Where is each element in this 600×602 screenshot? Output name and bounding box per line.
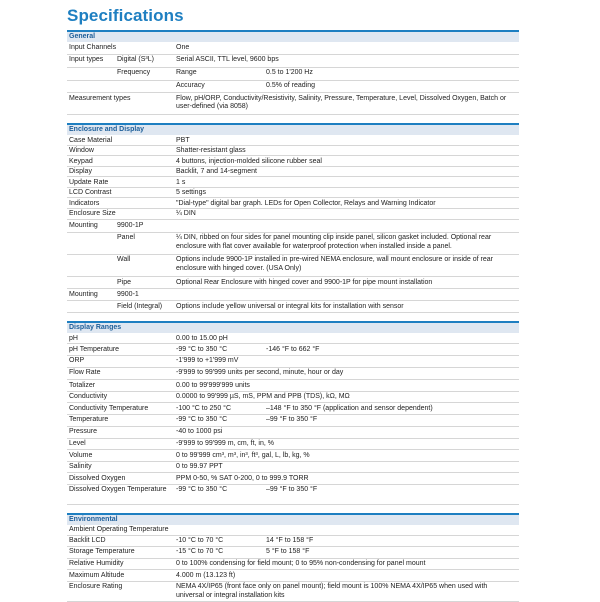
cell-a: pH [69, 335, 78, 344]
cell-a: Mounting [69, 291, 98, 300]
table-row [67, 559, 519, 571]
cell-a: Salinity [69, 463, 92, 472]
cell-a: Indicators [69, 200, 99, 209]
cell-a: Mounting [69, 222, 98, 231]
table-row [67, 582, 519, 602]
cell-c: 4 buttons, injection-molded silicone rubber seal [176, 158, 516, 167]
table-row [67, 536, 519, 547]
cell-a: ORP [69, 357, 84, 366]
cell-a: Backlit LCD [69, 537, 106, 546]
cell-d: -146 °F to 662 °F [266, 346, 319, 355]
table-row [67, 233, 519, 255]
cell-d: –148 °F to 350 °F (application and sensor dependent) [266, 405, 433, 414]
cell-a: Keypad [69, 158, 93, 167]
cell-a: Input Channels [69, 44, 116, 53]
cell-c: 4.000 m (13.123 ft) [176, 572, 516, 581]
table-row [67, 439, 519, 451]
table-row [67, 42, 519, 55]
cell-a: Enclosure Rating [69, 583, 122, 592]
spec-sheet [67, 30, 519, 602]
cell-c: 0.00 to 99'999'999 units [176, 382, 516, 391]
cell-a: Enclosure Size [69, 210, 116, 219]
cell-c: Options include 9900-1P installed in pre-wired NEMA enclosure, wall mount enclosure or inside of rear enclosure with hinged cover. (USA Only) [176, 256, 516, 273]
cell-c: Optional Rear Enclosure with hinged cover and 9900-1P for pipe mount installation [176, 279, 516, 288]
cell-a: Display [69, 168, 92, 177]
table-row [67, 209, 519, 221]
cell-c: 0.0000 to 99'999 µS, mS, PPM and PPB (TDS), kΩ, MΩ [176, 393, 516, 402]
cell-a: Relative Humidity [69, 560, 123, 569]
cell-c: 0 to 99.97 PPT [176, 463, 516, 472]
section-heading-general: General [67, 30, 519, 42]
cell-a: Conductivity [69, 393, 107, 402]
section-heading-display-ranges: Display Ranges [67, 321, 519, 333]
table-row [67, 333, 519, 344]
cell-a: Pressure [69, 428, 97, 437]
table-row [67, 289, 519, 301]
cell-a: Dissolved Oxygen [69, 475, 125, 484]
table-row [67, 81, 519, 94]
cell-a: Conductivity Temperature [69, 405, 148, 414]
cell-c: Shatter-resistant glass [176, 147, 516, 156]
cell-a: Dissolved Oxygen Temperature [69, 486, 169, 495]
cell-c: -100 °C to 250 °C [176, 405, 231, 414]
section-heading-environmental: Environmental [67, 513, 519, 525]
table-row [67, 177, 519, 188]
table-row [67, 167, 519, 178]
table-row [67, 188, 519, 199]
cell-c: PBT [176, 137, 516, 146]
cell-a: Temperature [69, 416, 108, 425]
cell-b: Field (Integral) [117, 303, 162, 312]
cell-b: 9900-1P [117, 222, 143, 231]
table-row [67, 462, 519, 474]
cell-c: -10 °C to 70 °C [176, 537, 223, 546]
environmental-table [67, 525, 519, 602]
cell-a: Update Rate [69, 179, 108, 188]
table-row [67, 301, 519, 313]
table-row [67, 156, 519, 167]
enclosure-table [67, 135, 519, 313]
cell-a: Input types [69, 56, 103, 65]
cell-c: 5 settings [176, 189, 516, 198]
table-row [67, 93, 519, 115]
cell-b: Panel [117, 234, 135, 243]
cell-d: 5 °F to 158 °F [266, 548, 309, 557]
cell-c: Backlit, 7 and 14-segment [176, 168, 516, 177]
table-row [67, 220, 519, 233]
cell-b: 9900-1 [117, 291, 139, 300]
cell-d: –99 °F to 350 °F [266, 486, 317, 495]
cell-a: Ambient Operating Temperature [69, 526, 168, 535]
cell-c: 0 to 99'999 cm³, m³, in³, ft³, gal, L, lb, kg, % [176, 452, 516, 461]
cell-c: -99 °C to 350 °C [176, 346, 227, 355]
cell-a: Totalizer [69, 382, 95, 391]
cell-c: 0.00 to 15.00 pH [176, 335, 516, 344]
display-ranges-table [67, 333, 519, 505]
cell-a: pH Temperature [69, 346, 119, 355]
cell-b: Digital (S³L) [117, 56, 154, 65]
section-heading-enclosure: Enclosure and Display [67, 123, 519, 135]
cell-b: Pipe [117, 279, 131, 288]
cell-c: 1 s [176, 179, 516, 188]
table-row [67, 356, 519, 368]
cell-c: -9'999 to 99'999 m, cm, ft, in, % [176, 440, 516, 449]
cell-c: Flow, pH/ORP, Conductivity/Resistivity, Salinity, Pressure, Temperature, Level, Dissolved Oxygen, Batch or user-defined (via 8058) [176, 95, 516, 112]
cell-a: Volume [69, 452, 92, 461]
page-title: Specifications [67, 6, 184, 26]
table-row [67, 55, 519, 68]
cell-d: 0.5% of reading [266, 82, 315, 91]
cell-a: Maximum Altitude [69, 572, 124, 581]
cell-b: Wall [117, 256, 130, 265]
cell-c: ¼ DIN, ribbed on four sides for panel mounting clip inside panel, silicon gasket included. Optional rear enclosure with flat cover available for waterproof protection when installed inside a panel. [176, 234, 516, 251]
cell-c: -40 to 1000 psi [176, 428, 516, 437]
cell-c: -15 °C to 70 °C [176, 548, 223, 557]
cell-c: 0 to 100% condensing for field mount; 0 to 95% non-condensing for panel mount [176, 560, 516, 569]
cell-c: NEMA 4X/IP65 (front face only on panel mount); field mount is 100% NEMA 4X/IP65 when used with universal or integral installation kits [176, 583, 516, 600]
table-row [67, 547, 519, 559]
cell-c: -9'999 to 99'999 units per second, minute, hour or day [176, 369, 516, 378]
cell-c: Options include yellow universal or integral kits for installation with sensor [176, 303, 516, 312]
table-row [67, 255, 519, 278]
cell-a: Measurement types [69, 95, 130, 104]
cell-c: Serial ASCII, TTL level, 9600 bps [176, 56, 516, 65]
cell-c: One [176, 44, 516, 53]
table-row [67, 68, 519, 81]
cell-c: Range [176, 69, 197, 78]
cell-c: Accuracy [176, 82, 205, 91]
cell-a: Flow Rate [69, 369, 101, 378]
table-row [67, 135, 519, 146]
general-table [67, 42, 519, 115]
cell-b: Frequency [117, 69, 150, 78]
cell-d: –99 °F to 350 °F [266, 416, 317, 425]
table-row [67, 146, 519, 157]
table-row [67, 392, 519, 404]
cell-d: 0.5 to 1'200 Hz [266, 69, 313, 78]
cell-a: Window [69, 147, 94, 156]
table-row [67, 344, 519, 356]
cell-a: Case Material [69, 137, 112, 146]
table-row [67, 277, 519, 289]
cell-c: ¼ DIN [176, 210, 516, 219]
table-row [67, 403, 519, 415]
cell-d: 14 °F to 158 °F [266, 537, 313, 546]
cell-a: LCD Contrast [69, 189, 111, 198]
table-row [67, 525, 519, 536]
cell-c: "Dial-type" digital bar graph. LEDs for Open Collector, Relays and Warning Indicator [176, 200, 516, 209]
cell-c: -1'999 to +1'999 mV [176, 357, 516, 366]
cell-c: -99 °C to 350 °C [176, 486, 227, 495]
table-row [67, 473, 519, 485]
cell-a: Level [69, 440, 86, 449]
table-row [67, 570, 519, 582]
table-row [67, 485, 519, 505]
table-row [67, 368, 519, 381]
cell-a: Storage Temperature [69, 548, 135, 557]
table-row [67, 450, 519, 462]
table-row [67, 427, 519, 439]
table-row [67, 380, 519, 392]
cell-c: PPM 0-50, % SAT 0-200, 0 to 999.9 TORR [176, 475, 516, 484]
table-row [67, 415, 519, 427]
cell-c: -99 °C to 350 °C [176, 416, 227, 425]
table-row [67, 198, 519, 209]
